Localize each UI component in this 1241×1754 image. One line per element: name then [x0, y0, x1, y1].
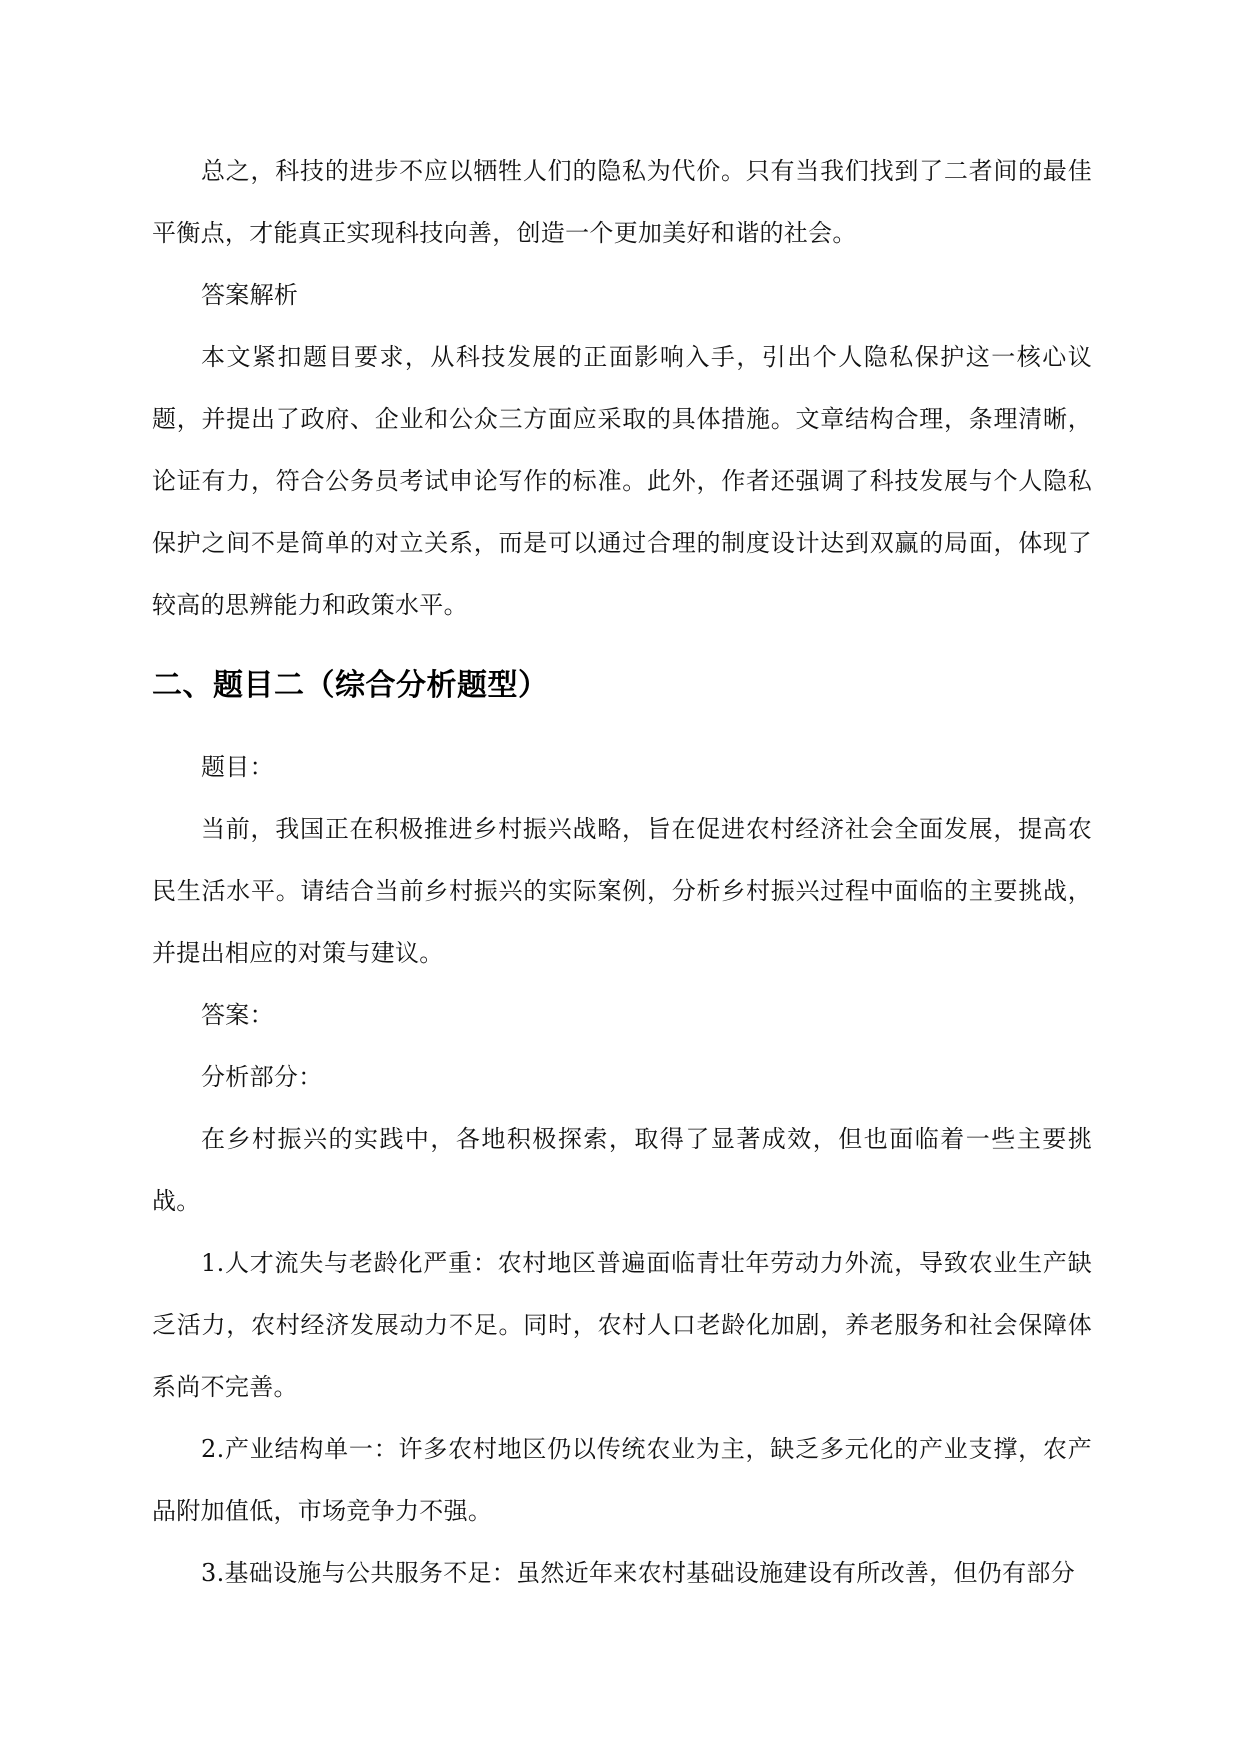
paragraph-answer-analysis: 本文紧扣题目要求，从科技发展的正面影响入手，引出个人隐私保护这一核心议题，并提出了政府、企业和公众三方面应采取的具体措施。文章结构合理，条理清晰，论证有力，符合公务员考试申论写作的标准。此外，作者还强调了科技发展与个人隐私保护之间不是简单的对立关系，而是可以通过合理的制度设计达到双赢的局面，体现了较高的思辨能力和政策水平。: [152, 343, 1092, 619]
paragraph-analysis-label: 分析部分：: [201, 1063, 323, 1091]
paragraph-challenge-3: 3.基础设施与公共服务不足：虽然近年来农村基础设施建设有所改善，但仍有部分: [201, 1559, 1075, 1587]
paragraph-question-label: 题目：: [201, 753, 274, 781]
paragraph-analysis-intro: 在乡村振兴的实践中，各地积极探索，取得了显著成效，但也面临着一些主要挑战。: [152, 1125, 1092, 1215]
document-page: [152, 140, 1092, 1604]
paragraph-question: 当前，我国正在积极推进乡村振兴战略，旨在促进农村经济社会全面发展，提高农民生活水平。请结合当前乡村振兴的实际案例，分析乡村振兴过程中面临的主要挑战，并提出相应的对策与建议。: [152, 815, 1092, 967]
paragraph-answer-analysis-label: 答案解析: [201, 281, 299, 309]
paragraph-challenge-2: 2.产业结构单一：许多农村地区仍以传统农业为主，缺乏多元化的产业支撑，农产品附加值低，市场竞争力不强。: [152, 1435, 1092, 1525]
paragraph-challenge-1: 1.人才流失与老龄化严重：农村地区普遍面临青壮年劳动力外流，导致农业生产缺乏活力，农村经济发展动力不足。同时，农村人口老龄化加剧，养老服务和社会保障体系尚不完善。: [152, 1249, 1092, 1401]
paragraph-conclusion: 总之，科技的进步不应以牺牲人们的隐私为代价。只有当我们找到了二者间的最佳平衡点，才能真正实现科技向善，创造一个更加美好和谐的社会。: [152, 157, 1092, 247]
paragraph-answer-label: 答案：: [201, 1001, 274, 1029]
section-heading: 二、题目二（综合分析题型）: [152, 668, 549, 703]
